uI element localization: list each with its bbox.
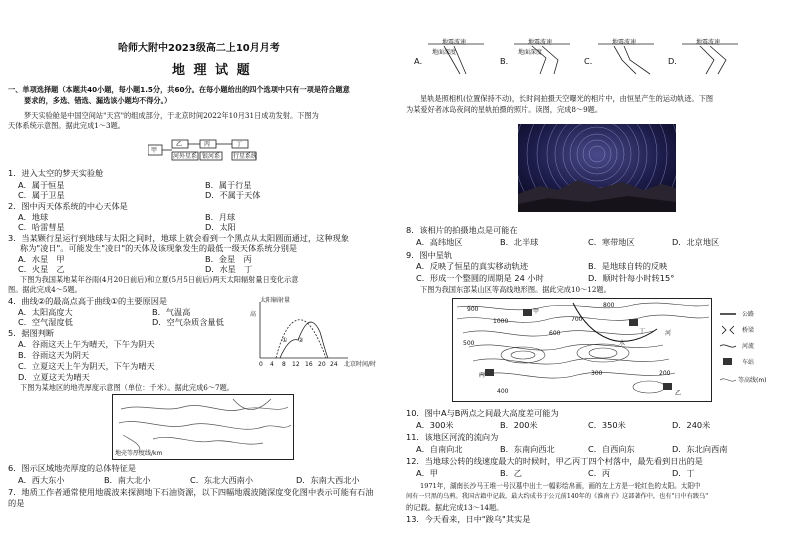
q5-option-d[interactable]: D．立夏这天为晴天 [18, 372, 90, 382]
seismic-wave-label-c: 地震波速 [612, 39, 637, 46]
seismic-wave-label-a: 地震波速 [442, 39, 467, 46]
diagram-bing: 丙 [204, 141, 211, 148]
q8-option-c[interactable]: C．寒带地区 [588, 237, 635, 247]
chart-title: 太阳辐射量 [260, 297, 291, 304]
contour-300: 300 [591, 370, 603, 377]
q3-option-b[interactable]: B．金星 丙 [205, 254, 252, 264]
chart-tick-4: 4 [270, 361, 274, 368]
legend-road: 公路 [742, 311, 755, 318]
seismic-depth-label-b: 地面深度 [518, 49, 543, 56]
contour-600: 600 [549, 330, 561, 337]
q12-option-c[interactable]: C．丙 [588, 468, 611, 478]
q2-stem: 2．图中丙天体系统的中心天体是 [8, 201, 128, 211]
q9-option-d[interactable]: D．顺时针每小时转15° [588, 273, 675, 283]
diagram-ding: 丁 [236, 141, 243, 148]
seismic-depth-label-a: 地面深度 [432, 49, 457, 56]
contour-400: 400 [497, 388, 509, 395]
q10-option-c[interactable]: C．350米 [588, 420, 626, 430]
section-heading: 一、单项选择题（本题共40小题，每小题1.5分，共60分。在每小题给出的四个选项中只有一项是符合题意 [8, 85, 350, 94]
q9-stem: 9．图中星轨 [406, 250, 453, 260]
subject-title: 地 理 试 题 [172, 63, 252, 78]
q6-option-c[interactable]: C．东北大西南小 [190, 475, 254, 485]
celestial-system-diagram [148, 138, 288, 164]
chart-tick-0: 0 [259, 361, 263, 368]
seismic-option-b[interactable]: B． [500, 56, 514, 66]
contour-map-legend [718, 308, 778, 398]
q8-option-b[interactable]: B．北半球 [500, 237, 539, 247]
passage-4-line-2: 为某爱好者冰岛夜间的星轨拍摄的照片。读图，完成8～9题。 [406, 105, 603, 114]
passage-2-line-2: 图。据此完成4～5题。 [8, 285, 82, 294]
q3-stem-2: 称为"凌日"。可能发生"凌日"的天体及该现象发生的最低一级天体系统分别是 [20, 243, 298, 253]
legend-river: 河流 [742, 343, 755, 350]
q4-option-d[interactable]: D．空气杂质含量低 [152, 317, 224, 327]
diagram-hewai: 河外星系 [173, 153, 198, 160]
q3-option-d[interactable]: D．水星 丁 [205, 264, 253, 274]
q2-option-a[interactable]: A．地球 [18, 212, 49, 222]
chart-curve-1: ① [282, 337, 288, 344]
q12-option-a[interactable]: A．甲 [416, 468, 438, 478]
legend-contour: 等高线(m) [738, 377, 767, 384]
chart-xlabel: 北京时间/时 [344, 361, 377, 368]
q3-stem-1: 3．当某颗行星运行到地球与太阳之间时，地球上就会看到一个黑点从太阳圆面通过，这种现象 [8, 233, 349, 243]
diagram-jia: 甲 [151, 147, 158, 154]
chart-tick-24: 24 [330, 361, 338, 368]
village-yi: 乙 [675, 390, 682, 397]
passage-6-line-3: 的记载。据此完成13～14题。 [406, 503, 504, 512]
chart-tick-8: 8 [282, 361, 286, 368]
q2-option-d[interactable]: D．太阳 [205, 222, 236, 232]
q8-option-d[interactable]: D．北京地区 [672, 237, 720, 247]
contour-900: 900 [467, 306, 479, 313]
q12-stem: 12．当地球公转的线速度最大的时候时，甲乙丙丁四个村落中，最先看到日出的是 [406, 456, 703, 466]
chart-tick-12: 12 [292, 361, 300, 368]
q11-option-a[interactable]: A．自南向北 [416, 444, 463, 454]
passage-6-line-1: 1971年，湖南长沙马王堆一号汉墓中出土一幅彩绘帛画，画的左上方是一轮红色的太阳。太阳中 [420, 482, 701, 490]
contour-200: 200 [659, 370, 671, 377]
contour-800: 800 [603, 302, 615, 309]
q1-option-b[interactable]: B．属于行星 [205, 180, 252, 190]
q8-option-a[interactable]: A．高纬地区 [416, 237, 463, 247]
q10-stem: 10．图中A与B两点之间最大高度差可能为 [406, 408, 559, 418]
q5-stem: 5．据图判断 [8, 328, 55, 338]
q3-option-a[interactable]: A．水星 甲 [18, 254, 65, 264]
q6-option-a[interactable]: A．西大东小 [18, 475, 65, 485]
q5-option-c[interactable]: C．立夏这天上午为阴天，下午为晴天 [18, 361, 155, 371]
q10-option-b[interactable]: B．200米 [500, 420, 538, 430]
village-bing: 丙 [479, 372, 486, 379]
village-jia: 甲 [533, 308, 540, 315]
crust-map-legend: 地壳等厚度线/km [115, 450, 163, 457]
q7-stem-2: 的是 [8, 498, 25, 508]
q6-stem: 6．图示区域地壳厚度的总体特征是 [8, 463, 137, 473]
school-line: 哈师大附中2023级高二上10月月考 [118, 43, 280, 54]
passage-1-line-1: 梦天实验舱是中国空间站"天宫"的组成部分，于北京时间2022年10月31日成功发射。下图为 [24, 111, 319, 120]
passage-2-line-1: 下图为我国某地某年谷雨(4月20日前后)和立夏(5月5日前后)两天太阳辐射量日变化示意 [20, 275, 299, 284]
chart-tick-16: 16 [305, 361, 313, 368]
chart-tick-20: 20 [318, 361, 326, 368]
passage-6-line-2: 间有一只黑的乌鸦。我国古籍中记载，最大约成书于公元前140年的《淮南子》这部著作中，也有"日中有踆乌" [406, 493, 709, 500]
q6-option-b[interactable]: B．南大北小 [104, 475, 151, 485]
q8-stem: 8．该相片的拍摄地点是可能在 [406, 225, 518, 235]
q2-option-c[interactable]: C．哈雷彗星 [18, 222, 65, 232]
passage-1-line-2: 天体系统示意图。据此完成1～3题。 [8, 121, 125, 130]
contour-500: 500 [463, 340, 475, 347]
q10-option-a[interactable]: A．300米 [416, 420, 454, 430]
village-ding: 丁 [639, 328, 646, 335]
diagram-yi: 乙 [176, 141, 183, 148]
q9-option-b[interactable]: B．是地球自转的反映 [588, 261, 668, 271]
q12-option-b[interactable]: B．乙 [500, 468, 522, 478]
q4-option-a[interactable]: A．太阳高度大 [18, 307, 73, 317]
q11-option-b[interactable]: B．东南向西北 [500, 444, 555, 454]
river-label: 河 [665, 330, 672, 337]
seismic-option-d[interactable]: D． [668, 56, 683, 66]
q1-option-c[interactable]: C．属于卫星 [18, 190, 65, 200]
seismic-option-a[interactable]: A． [414, 56, 428, 66]
q1-option-d[interactable]: D．不属于天体 [205, 190, 261, 200]
q7-stem-1: 7．地质工作者通常使用地震波来探测地下石油资源，以下四幅地震波随深度变化图中表示可能有石油 [8, 487, 374, 497]
contour-700: 700 [571, 316, 583, 323]
diagram-hangxing: 行星系统 [233, 153, 258, 160]
q1-stem: 1．进入太空的梦天实验舱 [8, 168, 104, 178]
seismic-wave-label-d: 地震波速 [696, 39, 721, 46]
legend-bridge: 桥梁 [742, 327, 755, 334]
seismic-option-c[interactable]: C． [584, 56, 598, 66]
q10-option-d[interactable]: D．240米 [672, 420, 711, 430]
legend-station: 车站 [742, 359, 755, 366]
q11-option-c[interactable]: C．自西向东 [588, 444, 635, 454]
q5-option-b[interactable]: B．谷雨这天为阴天 [18, 350, 90, 360]
q4-stem: 4．曲线②的最高点高于曲线①的主要原因是 [8, 296, 168, 306]
q11-option-d[interactable]: D．东北向西南 [672, 444, 728, 454]
section-heading-2: 要求的，多选、错选、漏选该小题均不得分。） [24, 96, 172, 105]
q3-option-c[interactable]: C．火星 乙 [18, 264, 65, 274]
seismic-wave-label-b: 地震波速 [528, 39, 553, 46]
radiation-chart [248, 296, 398, 374]
passage-3-line-1: 下图为某地区的地壳厚度示意图（单位：千米）。据此完成6～7题。 [20, 383, 234, 392]
q9-option-c[interactable]: C．形成一个整圆的周期是 24 小时 [416, 273, 544, 283]
contour-1000: 1000 [493, 318, 509, 325]
contour-map [452, 298, 712, 402]
seismic-wave-figures [414, 38, 754, 82]
q11-stem: 11．该地区河流的流向为 [406, 432, 499, 442]
crust-thickness-map [112, 394, 294, 460]
q13-stem: 13．今天看来，日中"踆乌"其实是 [406, 514, 531, 524]
passage-5-line-1: 下图为我国东部某山区等高线地形图。据此完成10～12题。 [420, 285, 611, 294]
chart-ylabel: 高 [250, 311, 257, 318]
q4-option-c[interactable]: C．空气湿度低 [18, 317, 73, 327]
star-trails-photo [518, 124, 676, 212]
water-label: 水 [619, 340, 626, 347]
q2-option-b[interactable]: B．月球 [205, 212, 236, 222]
chart-curve-2: ② [298, 337, 304, 344]
q9-option-a[interactable]: A．反映了恒星的真实移动轨迹 [416, 261, 529, 271]
q12-option-d[interactable]: D．丁 [672, 468, 695, 478]
q6-option-d[interactable]: D．东南大西北小 [296, 475, 360, 485]
q4-option-b[interactable]: B．气温高 [152, 307, 191, 317]
q1-option-a[interactable]: A．属于恒星 [18, 180, 65, 190]
q5-option-a[interactable]: A．谷雨这天上午为晴天，下午为阴天 [18, 339, 155, 349]
diagram-yinhe: 银河系 [202, 153, 221, 160]
passage-4-line-1: 星轨是照相机(位置保持不动)，长时间拍摄天空曝光的相片中，由恒星产生的运动轨迹。下图 [420, 94, 714, 103]
